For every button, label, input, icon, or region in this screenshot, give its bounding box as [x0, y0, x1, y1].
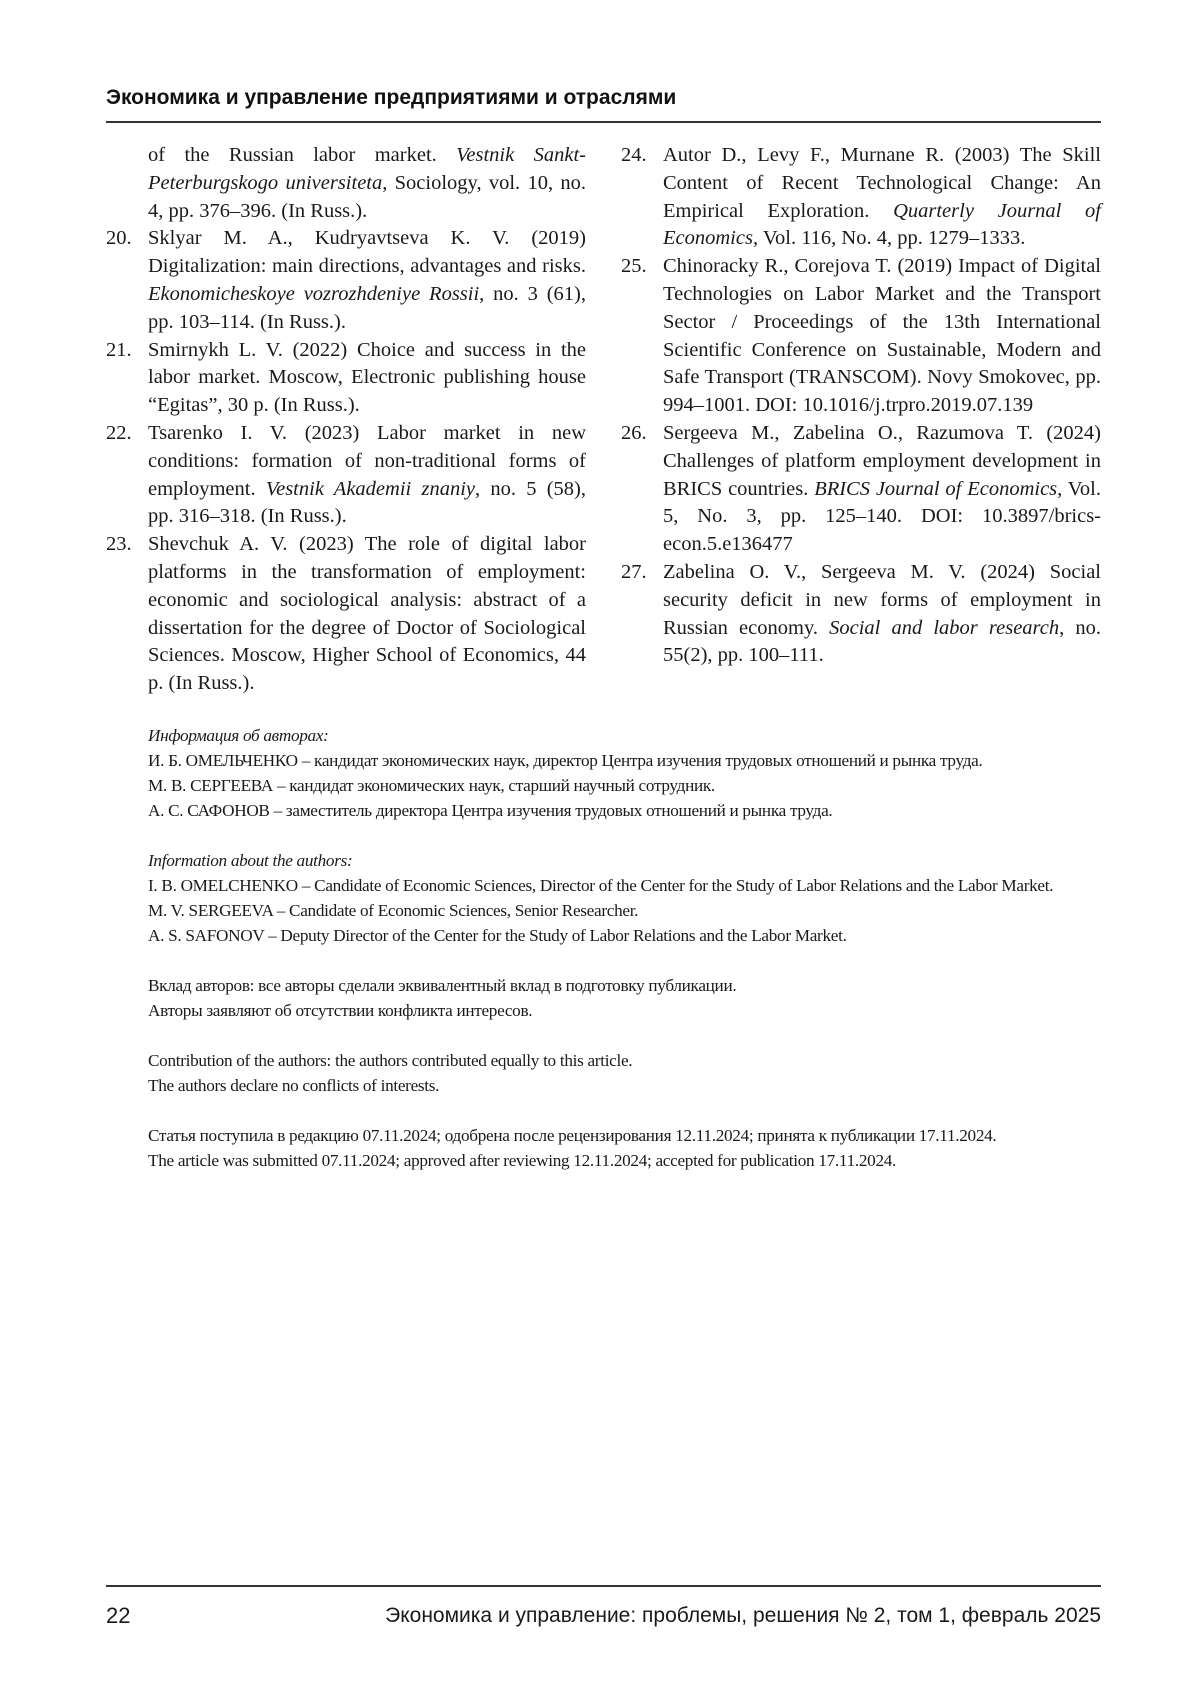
reference-item	[621, 142, 1101, 253]
reference-text: , no. 3 (61), pp. 103–114. (In Russ.).	[148, 282, 586, 333]
reference-source-title: Social and labor research	[829, 616, 1060, 639]
author-ru-line: И. Б. ОМЕЛЬЧЕНКО – кандидат экономических наук, директор Центра изучения трудовых отношений и рынка труда.	[148, 751, 983, 770]
dates-ru: Статья поступила в редакцию 07.11.2024; одобрена после рецензирования 12.11.2024; принята к публикации 17.11.2024.	[148, 1126, 997, 1145]
author-ru-line: М. В. СЕРГЕЕВА – кандидат экономических наук, старший научный сотрудник.	[148, 776, 715, 795]
author-en-line: I. B. OMELCHENKO – Candidate of Economic Sciences, Director of the Center for the Study of Labor Relations and the Labor Market.	[148, 876, 1054, 895]
reference-number: 26.	[621, 421, 647, 444]
conflict-en: The authors declare no conflicts of interests.	[148, 1076, 440, 1095]
reference-text: Shevchuk A. V. (2023) The role of digital labor platforms in the transformation of employment: economic and sociological analysis: abstract of a dissertation for the degree of Doctor of Sociological Sciences. Moscow, Higher School of Economics, 44 p. (In Russ.).	[148, 533, 586, 695]
reference-item	[106, 420, 586, 531]
reference-source-title: Vestnik Akademii znaniy	[265, 477, 475, 500]
authors-info	[148, 723, 1101, 1173]
reference-item	[621, 559, 1101, 670]
references-right-column	[621, 142, 1101, 670]
reference-source-title: Ekonomicheskoye vozrozhdeniye Rossii	[148, 282, 480, 305]
author-ru-line: А. С. САФОНОВ – заместитель директора Центра изучения трудовых отношений и рынка труда.	[148, 801, 833, 820]
contribution-ru: Вклад авторов: все авторы сделали эквивалентный вклад в подготовку публикации.	[148, 976, 737, 995]
reference-item	[106, 337, 586, 420]
reference-text: Chinoracky R., Corejova T. (2019) Impact of Digital Technologies on Labor Market and the Transport Sector / Proceedings of the 13th International Scientific Conference on Sustainable, Modern and Safe Transport (TRANSCOM). Novy Smokovec, pp. 994–1001. DOI: 10.1016/j.trpro.2019.07.139	[663, 255, 1101, 417]
reference-source-title: Vestnik Sankt-Peterburgskogo universiteta	[148, 144, 586, 194]
reference-number: 20.	[106, 227, 132, 250]
reference-text: , Vol. 116, No. 4, pp. 1279–1333.	[752, 227, 1026, 250]
reference-text: Smirnykh L. V. (2022) Choice and success in the labor market. Moscow, Electronic publishing house “Egitas”, 30 p. (In Russ.).	[148, 338, 586, 417]
reference-number: 21.	[106, 338, 132, 361]
reference-item	[106, 225, 586, 336]
reference-item	[621, 420, 1101, 559]
header-rule	[106, 121, 1101, 123]
reference-text: Sergeeva M., Zabelina O., Razumova T. (2024) Challenges of platform employment development in BRICS countries.	[663, 421, 1101, 500]
contribution-en: Contribution of the authors: the authors contributed equally to this article.	[148, 1051, 633, 1070]
conflict-ru: Авторы заявляют об отсутствии конфликта интересов.	[148, 1001, 533, 1020]
dates-en: The article was submitted 07.11.2024; approved after reviewing 12.11.2024; accepted for publication 17.11.2024.	[148, 1151, 897, 1170]
author-en-line: A. S. SAFONOV – Deputy Director of the Center for the Study of Labor Relations and the Labor Market.	[148, 926, 847, 945]
reference-text: Zabelina O. V., Sergeeva M. V. (2024) Social security deficit in new forms of employment in Russian economy.	[663, 560, 1101, 639]
reference-number: 25.	[621, 255, 647, 278]
reference-item	[621, 253, 1101, 420]
reference-text: , Vol. 5, No. 3, pp. 125–140. DOI: 10.3897/brics-econ.5.e136477	[663, 477, 1101, 556]
journal-footer: Экономика и управление: проблемы, решения № 2, том 1, февраль 2025	[385, 1604, 1101, 1627]
reference-text: of the Russian labor market.	[148, 144, 457, 166]
reference-text: Tsarenko I. V. (2023) Labor market in new conditions: formation of non-traditional forms of employment.	[148, 421, 586, 500]
footer-rule	[106, 1585, 1101, 1587]
reference-text: Sklyar M. A., Kudryavtseva K. V. (2019) Digitalization: main directions, advantages and risks.	[148, 227, 586, 278]
reference-item	[106, 531, 586, 698]
authors-en-heading: Information about the authors:	[148, 851, 353, 870]
reference-text: , no. 5 (58), pp. 316–318. (In Russ.).	[148, 477, 586, 528]
reference-number: 27.	[621, 560, 647, 583]
authors-ru-heading: Информация об авторах:	[148, 726, 329, 745]
page-number: 22	[106, 1603, 131, 1628]
reference-text: , Sociology, vol. 10, no. 4, pp. 376–396. (In Russ.).	[148, 171, 586, 222]
running-header: Экономика и управление предприятиями и отраслями	[106, 86, 677, 109]
reference-number: 22.	[106, 421, 132, 444]
reference-source-title: BRICS Journal of Economics	[814, 477, 1058, 500]
reference-number: 24.	[621, 144, 647, 166]
author-en-line: M. V. SERGEEVA – Candidate of Economic Sciences, Senior Researcher.	[148, 901, 639, 920]
reference-text: Autor D., Levy F., Murnane R. (2003) The Skill Content of Recent Technological Change: An Empirical Exploration.	[663, 144, 1101, 222]
references-left-column	[106, 142, 586, 698]
reference-number: 23.	[106, 533, 132, 556]
reference-item	[106, 142, 586, 225]
reference-source-title: Quarterly Journal of Economics	[663, 199, 1101, 250]
reference-text: , no. 55(2), pp. 100–111.	[663, 616, 1101, 667]
